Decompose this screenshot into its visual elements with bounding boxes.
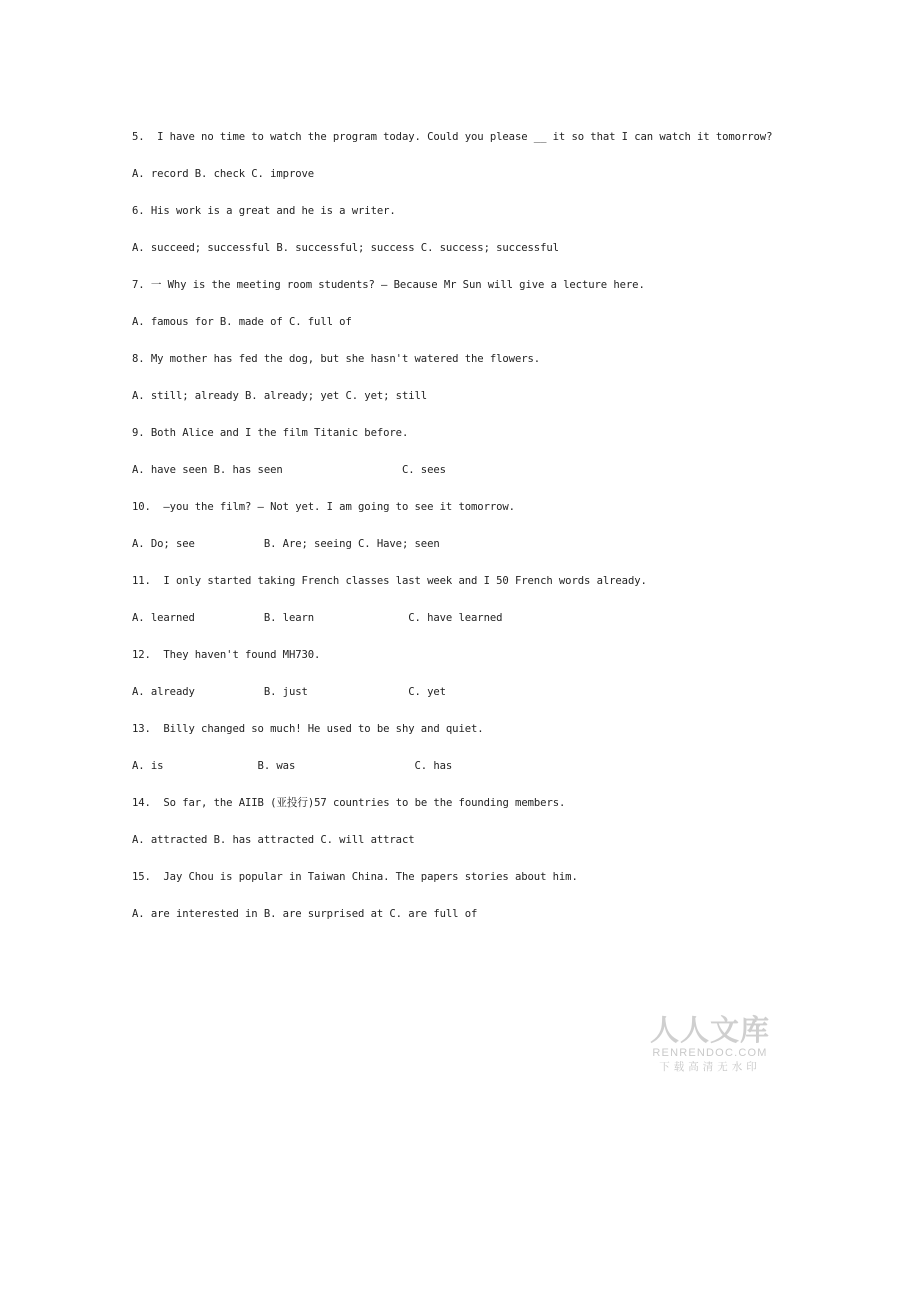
question-12-options: A. already B. just C. yet [132, 686, 446, 698]
watermark-logo [640, 1013, 780, 1075]
question-8-options: A. still; already B. already; yet C. yet; still [132, 390, 428, 402]
question-6-stem: 6. His work is a great and he is a writer. [132, 205, 396, 217]
question-13-stem: 13. Billy changed so much! He used to be shy and quiet. [132, 723, 484, 735]
question-12-stem: 12. They haven't found MH730. [132, 649, 321, 661]
watermark-url: RENRENDOC.COM [652, 1047, 768, 1059]
question-14-options: A. attracted B. has attracted C. will attract [132, 834, 415, 846]
question-15-options: A. are interested in B. are surprised at C. are full of [132, 908, 478, 920]
question-5-options: A. record B. check C. improve [132, 168, 315, 180]
question-11-stem: 11. I only started taking French classes last week and I 50 French words already. [132, 575, 647, 587]
question-8-stem: 8. My mother has fed the dog, but she hasn't watered the flowers. [132, 353, 541, 365]
question-13-options: A. is B. was C. has [132, 760, 453, 772]
watermark-title: 人人文库 [649, 1013, 770, 1047]
question-5-stem: 5. I have no time to watch the program today. Could you please __ it so that I can watch it tomorrow? [132, 131, 773, 143]
question-6-options: A. succeed; successful B. successful; success C. success; successful [132, 242, 559, 254]
question-11-options: A. learned B. learn C. have learned [132, 612, 503, 624]
question-10-stem: 10. —you the film? — Not yet. I am going to see it tomorrow. [132, 501, 515, 513]
question-10-options: A. Do; see B. Are; seeing C. Have; seen [132, 538, 440, 550]
question-7-options: A. famous for B. made of C. full of [132, 316, 352, 328]
watermark-subtitle: 下载高清无水印 [659, 1061, 761, 1073]
question-14-stem: 14. So far, the AIIB (亚投行)57 countries to be the founding members. [132, 797, 566, 809]
question-9-stem: 9. Both Alice and I the film Titanic before. [132, 427, 409, 439]
question-15-stem: 15. Jay Chou is popular in Taiwan China. The papers stories about him. [132, 871, 578, 883]
question-9-options: A. have seen B. has seen C. sees [132, 464, 446, 476]
question-7-stem: 7. 一 Why is the meeting room students? — Because Mr Sun will give a lecture here. [132, 279, 645, 291]
